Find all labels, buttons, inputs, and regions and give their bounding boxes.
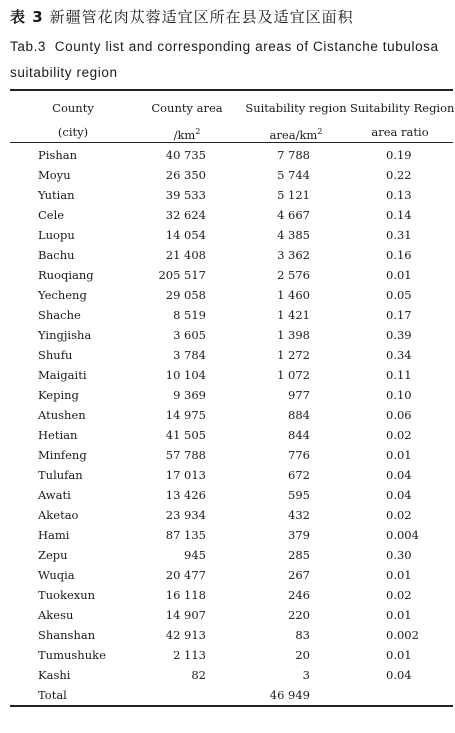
table-row [0, 585, 455, 605]
cell-area-ratio: 0.14 [386, 208, 412, 222]
cell-county-area: 40 735 [165, 148, 206, 162]
table-row [0, 265, 455, 285]
table-row [0, 505, 455, 525]
cell-county-area: 14 975 [165, 408, 206, 422]
cell-area-ratio: 0.30 [386, 548, 412, 562]
cell-area-ratio: 0.01 [386, 608, 412, 622]
cell-area-ratio: 0.04 [386, 488, 412, 502]
cell-suitability-area: 844 [288, 428, 310, 442]
cell-county: Aketao [38, 508, 79, 522]
table-row [0, 365, 455, 385]
cell-county: Keping [38, 388, 79, 402]
cell-area-ratio: 0.004 [386, 528, 419, 542]
cell-county: Yecheng [38, 288, 87, 302]
header-area-ratio: Suitability Region area ratio [350, 101, 455, 139]
cell-county: Akesu [38, 608, 74, 622]
cell-county: Shache [38, 308, 81, 322]
table-row [0, 425, 455, 445]
cell-suitability-area: 20 [295, 648, 310, 662]
cell-area-ratio: 0.05 [386, 288, 412, 302]
cell-area-ratio: 0.06 [386, 408, 412, 422]
cell-county: Atushen [38, 408, 86, 422]
cell-county-area: 42 913 [165, 628, 206, 642]
cell-county-area: 82 [191, 668, 206, 682]
cell-area-ratio: 0.19 [386, 148, 412, 162]
cell-county: Yingjisha [38, 328, 92, 342]
cell-county-area: 8 519 [173, 308, 206, 322]
cell-suitability-area: 7 788 [277, 148, 310, 162]
cell-county-area: 21 408 [165, 248, 206, 262]
cell-county: Hetian [38, 428, 78, 442]
header-county-area: County area $/km^2$ [151, 101, 223, 142]
table-caption-en [10, 34, 450, 86]
cell-suitability-area: 1 072 [277, 368, 310, 382]
cell-suitability-area: 884 [288, 408, 310, 422]
cell-area-ratio: 0.01 [386, 648, 412, 662]
cell-suitability-area: 2 576 [277, 268, 310, 282]
cell-county: Kashi [38, 668, 71, 682]
table-bottom-rule [10, 705, 453, 707]
table-row [0, 305, 455, 325]
cell-county: Wuqia [38, 568, 75, 582]
cell-area-ratio: 0.02 [386, 508, 412, 522]
table-row [0, 165, 455, 185]
cell-county-area: 14 907 [165, 608, 206, 622]
cell-county: Bachu [38, 248, 75, 262]
cell-area-ratio: 0.31 [386, 228, 412, 242]
cell-suitability-area: 83 [295, 628, 310, 642]
cell-area-ratio: 0.16 [386, 248, 412, 262]
table-title-en: County list and corresponding areas of Cistanche tubulosa suitability region [10, 39, 439, 80]
table-row [0, 185, 455, 205]
cell-area-ratio: 0.39 [386, 328, 412, 342]
cell-area-ratio: 0.17 [386, 308, 412, 322]
table-row [0, 325, 455, 345]
cell-suitability-area: 46 949 [269, 688, 310, 702]
cell-county-area: 32 624 [165, 208, 206, 222]
cell-county-area: 3 784 [173, 348, 206, 362]
cell-county-area: 10 104 [165, 368, 206, 382]
cell-area-ratio: 0.01 [386, 568, 412, 582]
cell-area-ratio: 0.11 [386, 368, 412, 382]
cell-suitability-area: 1 398 [277, 328, 310, 342]
cell-suitability-area: 246 [288, 588, 310, 602]
table-body [0, 145, 455, 705]
cell-area-ratio: 0.02 [386, 588, 412, 602]
cell-suitability-area: 595 [288, 488, 310, 502]
cell-county-area: 39 533 [165, 188, 206, 202]
table-caption-cn [10, 6, 354, 27]
table-row [0, 465, 455, 485]
cell-county: Maigaiti [38, 368, 87, 382]
table-row [0, 285, 455, 305]
table-row [0, 245, 455, 265]
cell-county: Luopu [38, 228, 75, 242]
table-row [0, 205, 455, 225]
cell-area-ratio: 0.01 [386, 268, 412, 282]
cell-county-area: 57 788 [165, 448, 206, 462]
cell-suitability-area: 5 121 [277, 188, 310, 202]
table-label-en: Tab.3 [10, 39, 47, 54]
cell-area-ratio: 0.10 [386, 388, 412, 402]
table-row [0, 385, 455, 405]
table-row [0, 345, 455, 365]
cell-county: Minfeng [38, 448, 87, 462]
table-row [0, 525, 455, 545]
table-row [0, 565, 455, 585]
cell-suitability-area: 1 421 [277, 308, 310, 322]
cell-county: Awati [38, 488, 71, 502]
table-row [0, 545, 455, 565]
cell-suitability-area: 4 385 [277, 228, 310, 242]
cell-county-area: 26 350 [165, 168, 206, 182]
table-row [0, 685, 455, 705]
table-top-rule [10, 89, 453, 91]
cell-county-area: 9 369 [173, 388, 206, 402]
table-row [0, 405, 455, 425]
table-row [0, 145, 455, 165]
cell-area-ratio: 0.002 [386, 628, 419, 642]
cell-county-area: 41 505 [165, 428, 206, 442]
header-suitability-area: Suitability region area/$km^2$ [245, 101, 347, 142]
cell-county: Ruoqiang [38, 268, 94, 282]
cell-county-area: 205 517 [158, 268, 206, 282]
cell-suitability-area: 267 [288, 568, 310, 582]
cell-suitability-area: 776 [288, 448, 310, 462]
cell-county-area: 23 934 [165, 508, 206, 522]
table-row [0, 225, 455, 245]
cell-county: Shufu [38, 348, 73, 362]
cell-county-area: 2 113 [173, 648, 206, 662]
cell-county: Total [38, 688, 67, 702]
cell-area-ratio: 0.13 [386, 188, 412, 202]
cell-county: Shanshan [38, 628, 96, 642]
table-label-cn: 表 3 [10, 8, 44, 26]
table-row [0, 665, 455, 685]
cell-county-area: 17 013 [165, 468, 206, 482]
cell-suitability-area: 379 [288, 528, 310, 542]
cell-county: Zepu [38, 548, 68, 562]
cell-suitability-area: 3 [302, 668, 310, 682]
cell-county-area: 945 [184, 548, 206, 562]
cell-suitability-area: 672 [288, 468, 310, 482]
cell-county-area: 14 054 [165, 228, 206, 242]
cell-suitability-area: 1 272 [277, 348, 310, 362]
cell-area-ratio: 0.34 [386, 348, 412, 362]
table-row [0, 645, 455, 665]
table-row [0, 445, 455, 465]
cell-county: Tuokexun [38, 588, 96, 602]
cell-area-ratio: 0.04 [386, 468, 412, 482]
cell-county: Hami [38, 528, 70, 542]
table-row [0, 485, 455, 505]
table-header-rule [10, 142, 453, 143]
cell-county: Pishan [38, 148, 77, 162]
table-row [0, 605, 455, 625]
cell-suitability-area: 977 [288, 388, 310, 402]
table-row [0, 625, 455, 645]
cell-county-area: 13 426 [165, 488, 206, 502]
cell-county-area: 20 477 [165, 568, 206, 582]
cell-suitability-area: 432 [288, 508, 310, 522]
cell-county: Tulufan [38, 468, 83, 482]
cell-county-area: 87 135 [165, 528, 206, 542]
cell-county: Moyu [38, 168, 71, 182]
header-county: County (city) [52, 101, 94, 139]
cell-county-area: 3 605 [173, 328, 206, 342]
cell-suitability-area: 4 667 [277, 208, 310, 222]
cell-suitability-area: 220 [288, 608, 310, 622]
cell-suitability-area: 3 362 [277, 248, 310, 262]
cell-county: Yutian [38, 188, 75, 202]
cell-area-ratio: 0.22 [386, 168, 412, 182]
table-title-cn: 新疆管花肉苁蓉适宜区所在县及适宜区面积 [49, 8, 354, 26]
cell-county-area: 29 058 [165, 288, 206, 302]
cell-area-ratio: 0.02 [386, 428, 412, 442]
cell-suitability-area: 1 460 [277, 288, 310, 302]
cell-area-ratio: 0.04 [386, 668, 412, 682]
cell-county: Cele [38, 208, 65, 222]
cell-county: Tumushuke [38, 648, 106, 662]
cell-suitability-area: 285 [288, 548, 310, 562]
cell-area-ratio: 0.01 [386, 448, 412, 462]
cell-county-area: 16 118 [165, 588, 206, 602]
cell-suitability-area: 5 744 [277, 168, 310, 182]
